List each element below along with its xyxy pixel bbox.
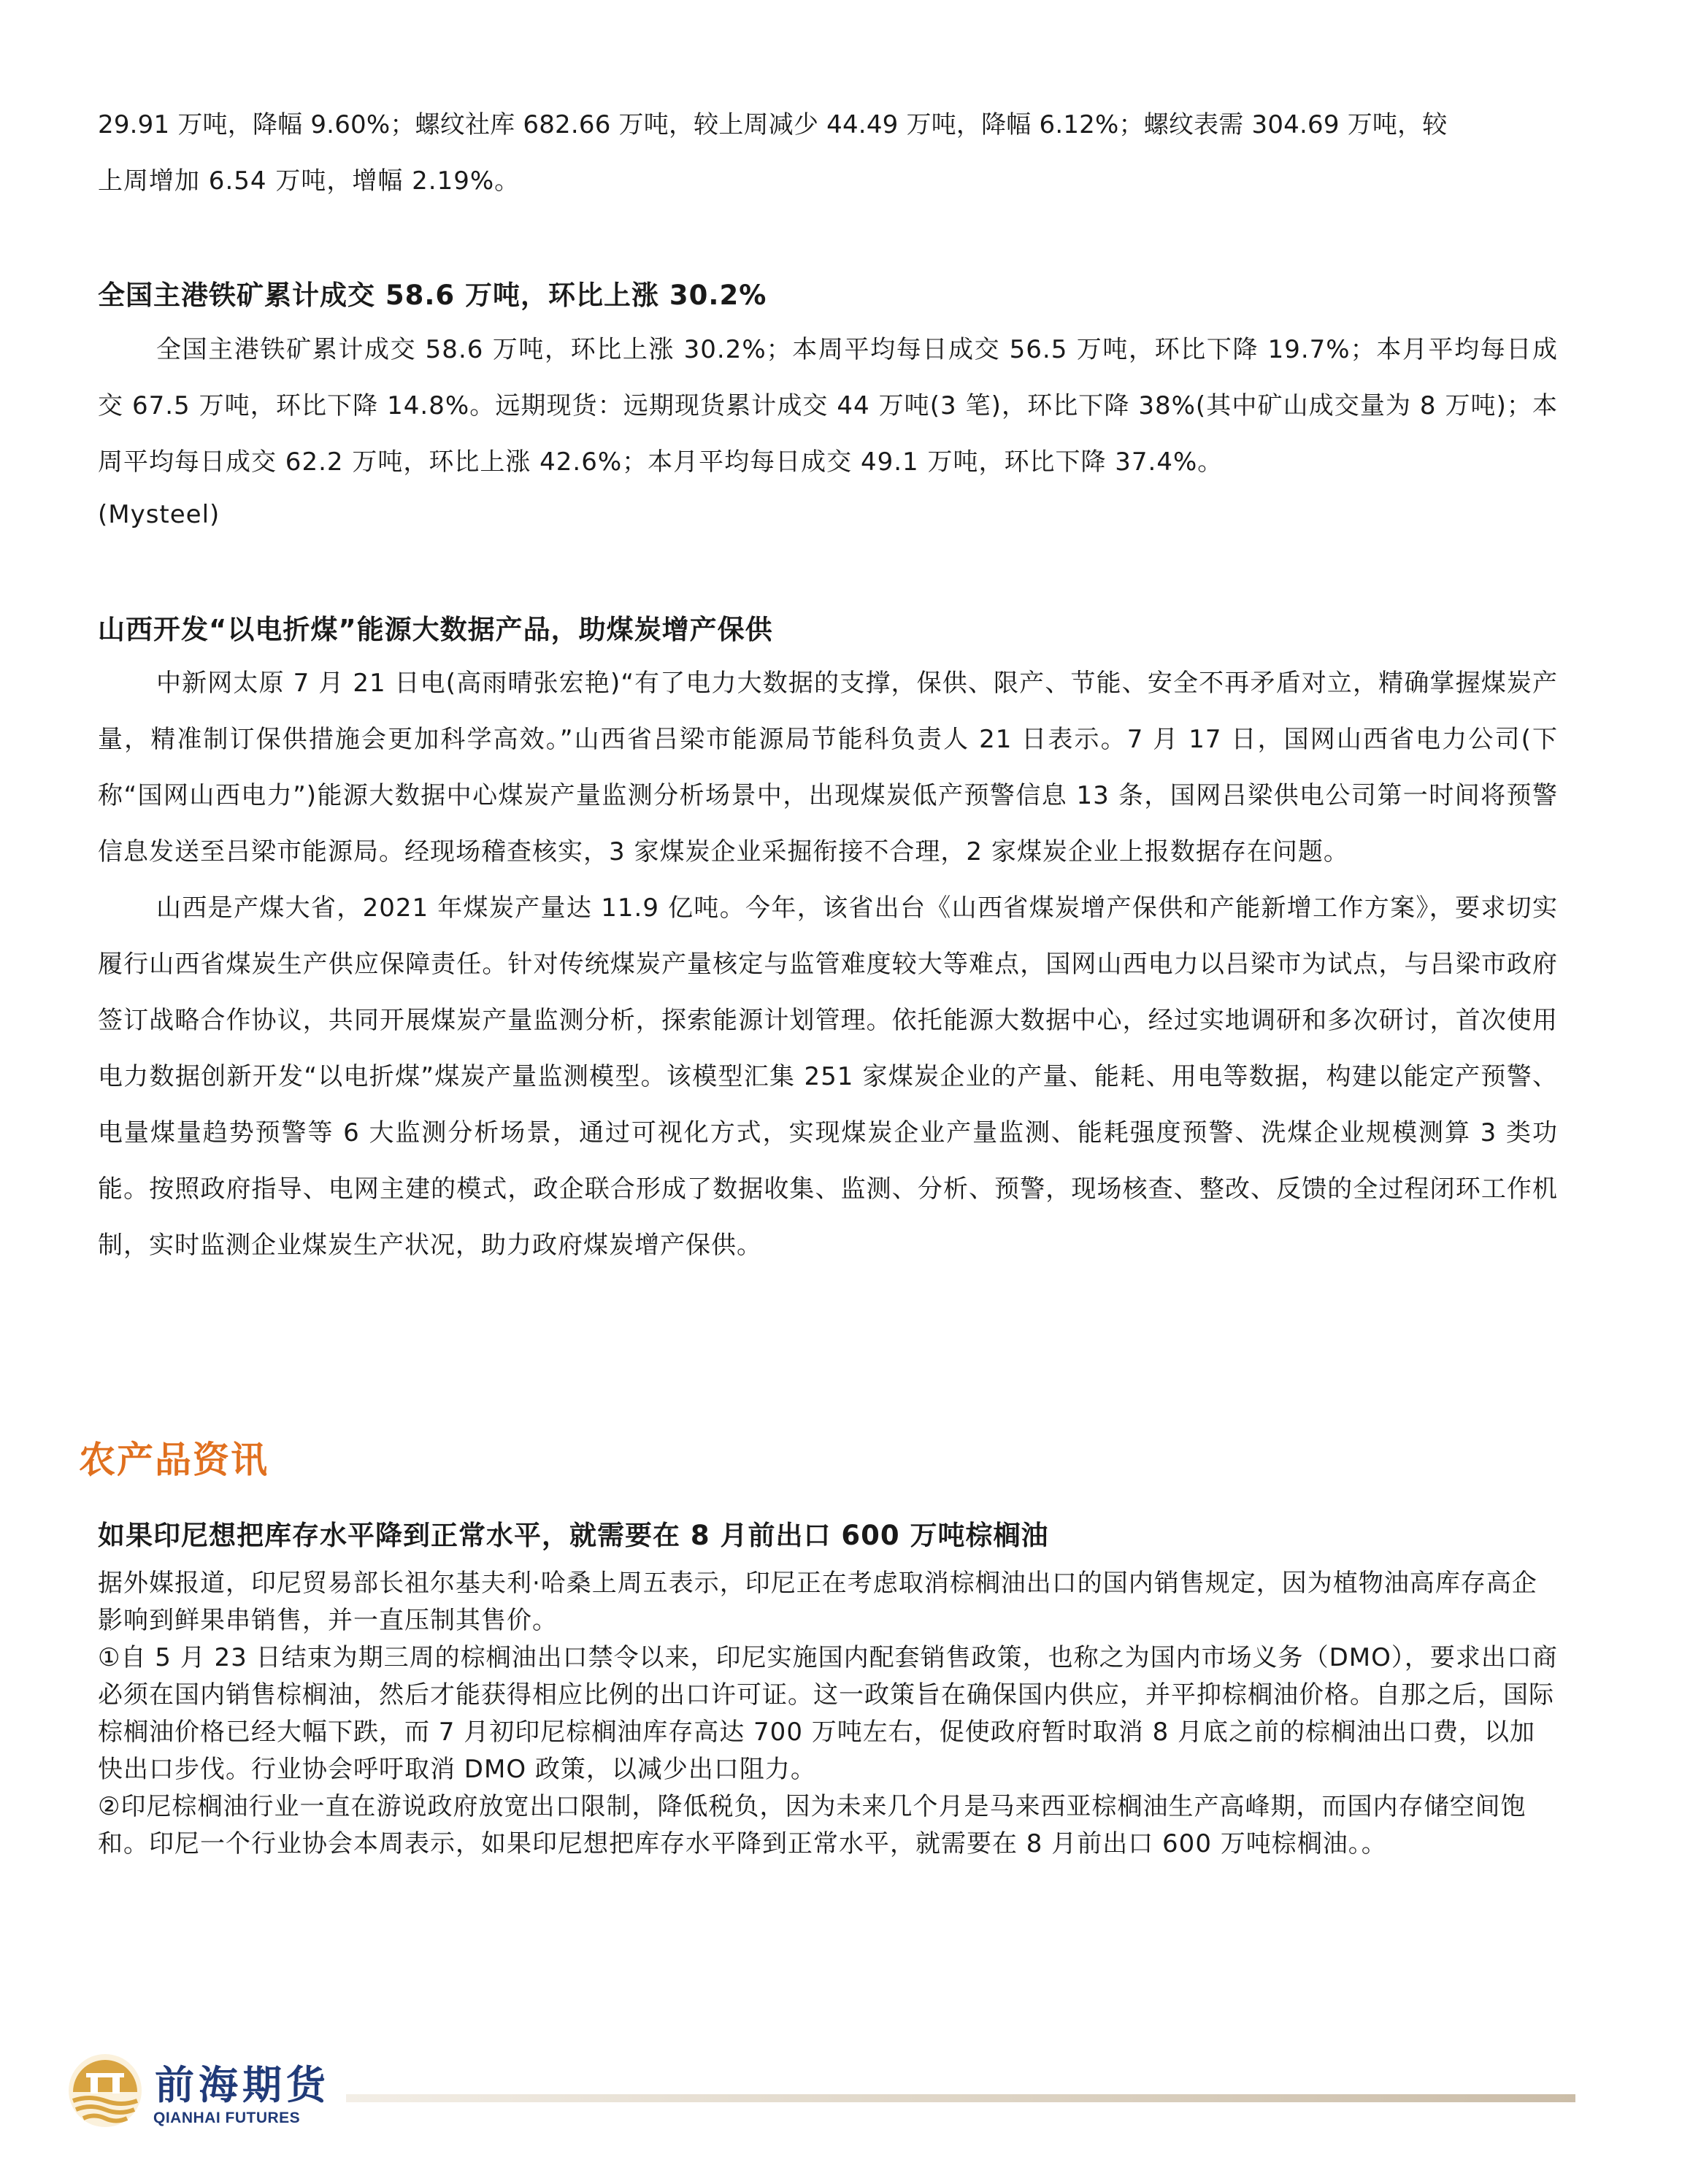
footer-divider-bar	[346, 2094, 1575, 2102]
agri-paragraph-1: 据外媒报道，印尼贸易部长祖尔基夫利·哈桑上周五表示，印尼正在考虑取消棕榈油出口的国内销售规定，因为植物油高库存高企影响到鲜果串销售，并一直压制其售价。	[98, 1569, 1537, 1635]
agri-section-title: 农产品资讯	[79, 1439, 269, 1481]
agri-paragraph-2: ①自 5 月 23 日结束为期三周的棕榈油出口禁令以来，印尼实施国内配套销售政策，也称之为国内市场义务（DMO），要求出口商必须在国内销售棕榈油，然后才能获得相应比例的出口许可证。这一政策旨在确保国内供应，并平抑棕榈油价格。自那之后，国际棕榈油价格已经大幅下跌，而 7 月初印尼棕榈油库存高达 700 万吨左右，促使政府暂时取消 8 月底之前的棕榈油出口费，以加快出口步伐。行业协会呼吁取消 DMO 政策，以减少出口阻力。	[98, 1643, 1558, 1784]
shanxi-paragraph-2: 山西是产煤大省，2021 年煤炭产量达 11.9 亿吨。今年，该省出台《山西省煤炭增产保供和产能新增工作方案》，要求切实履行山西省煤炭生产供应保障责任。针对传统煤炭产量核定与监管难度较大等难点，国网山西电力以吕梁市为试点，与吕梁市政府签订战略合作协议，共同开展煤炭产量监测分析，探索能源计划管理。依托能源大数据中心，经过实地调研和多次研讨，首次使用电力数据创新开发“以电折煤”煤炭产量监测模型。该模型汇集 251 家煤炭企业的产量、能耗、用电等数据，构建以能定产预警、电量煤量趋势预警等 6 大监测分析场景，通过可视化方式，实现煤炭企业产量监测、能耗强度预警、洗煤企业规模测算 3 类功能。按照政府指导、电网主建的模式，政企联合形成了数据收集、监测、分析、预警，现场核查、整改、反馈的全过程闭环工作机制，实时监测企业煤炭生产状况，助力政府煤炭增产保供。	[98, 893, 1558, 1260]
qianhai-logo	[64, 2050, 330, 2137]
intro-line-2: 上周增加 6.54 万吨，增幅 2.19%。	[98, 166, 521, 196]
iron-ore-section	[98, 274, 1558, 539]
intro-block	[98, 97, 1558, 209]
iron-ore-heading: 全国主港铁矿累计成交 58.6 万吨，环比上涨 30.2%	[98, 280, 767, 311]
agri-section	[98, 1514, 1558, 1863]
shanxi-paragraph-1: 中新网太原 7 月 21 日电(高雨晴张宏艳)“有了电力大数据的支撑，保供、限产、节能、安全不再矛盾对立，精确掌握煤炭产量，精准制订保供措施会更加科学高效。”山西省吕梁市能源局节能科负责人 21 日表示。7 月 17 日，国网山西省电力公司(下称“国网山西电力”)能源大数据中心煤炭产量监测分析场景中，出现煤炭低产预警信息 13 条，国网吕梁供电公司第一时间将预警信息发送至吕梁市能源局。经现场稽查核实，3 家煤炭企业采掘衔接不合理，2 家煤炭企业上报数据存在问题。	[98, 669, 1558, 866]
iron-ore-paragraph: 全国主港铁矿累计成交 58.6 万吨，环比上涨 30.2%；本周平均每日成交 56.5 万吨，环比下降 19.7%；本月平均每日成交 67.5 万吨，环比下降 14.8%。远期现货：远期现货累计成交 44 万吨(3 笔)，环比下降 38%(其中矿山成交量为 8 万吨)；本周平均每日成交 62.2 万吨，环比上涨 42.6%；本月平均每日成交 49.1 万吨，环比下降 37.4%。	[98, 335, 1558, 477]
brand-name-en: QIANHAI FUTURES	[153, 2110, 301, 2126]
shanxi-heading: 山西开发“以电折煤”能源大数据产品，助煤炭增产保供	[98, 614, 773, 645]
intro-line-1: 29.91 万吨，降幅 9.60%；螺纹社库 682.66 万吨，较上周减少 44.49 万吨，降幅 6.12%；螺纹表需 304.69 万吨，较	[98, 110, 1448, 139]
sun-waves-icon	[64, 2050, 146, 2131]
brand-name-cn: 前海期货	[155, 2061, 330, 2108]
agri-body	[98, 1565, 1558, 1863]
agri-paragraph-3: ②印尼棕榈油行业一直在游说政府放宽出口限制，降低税负，因为未来几个月是马来西亚棕榈油生产高峰期，而国内存储空间饱和。印尼一个行业协会本周表示，如果印尼想把库存水平降到正常水平，就需要在 8 月前出口 600 万吨棕榈油。。	[98, 1792, 1527, 1858]
shanxi-section	[98, 608, 1558, 1274]
agri-heading: 如果印尼想把库存水平降到正常水平，就需要在 8 月前出口 600 万吨棕榈油	[98, 1520, 1049, 1551]
iron-ore-source: (Mysteel)	[98, 500, 220, 529]
